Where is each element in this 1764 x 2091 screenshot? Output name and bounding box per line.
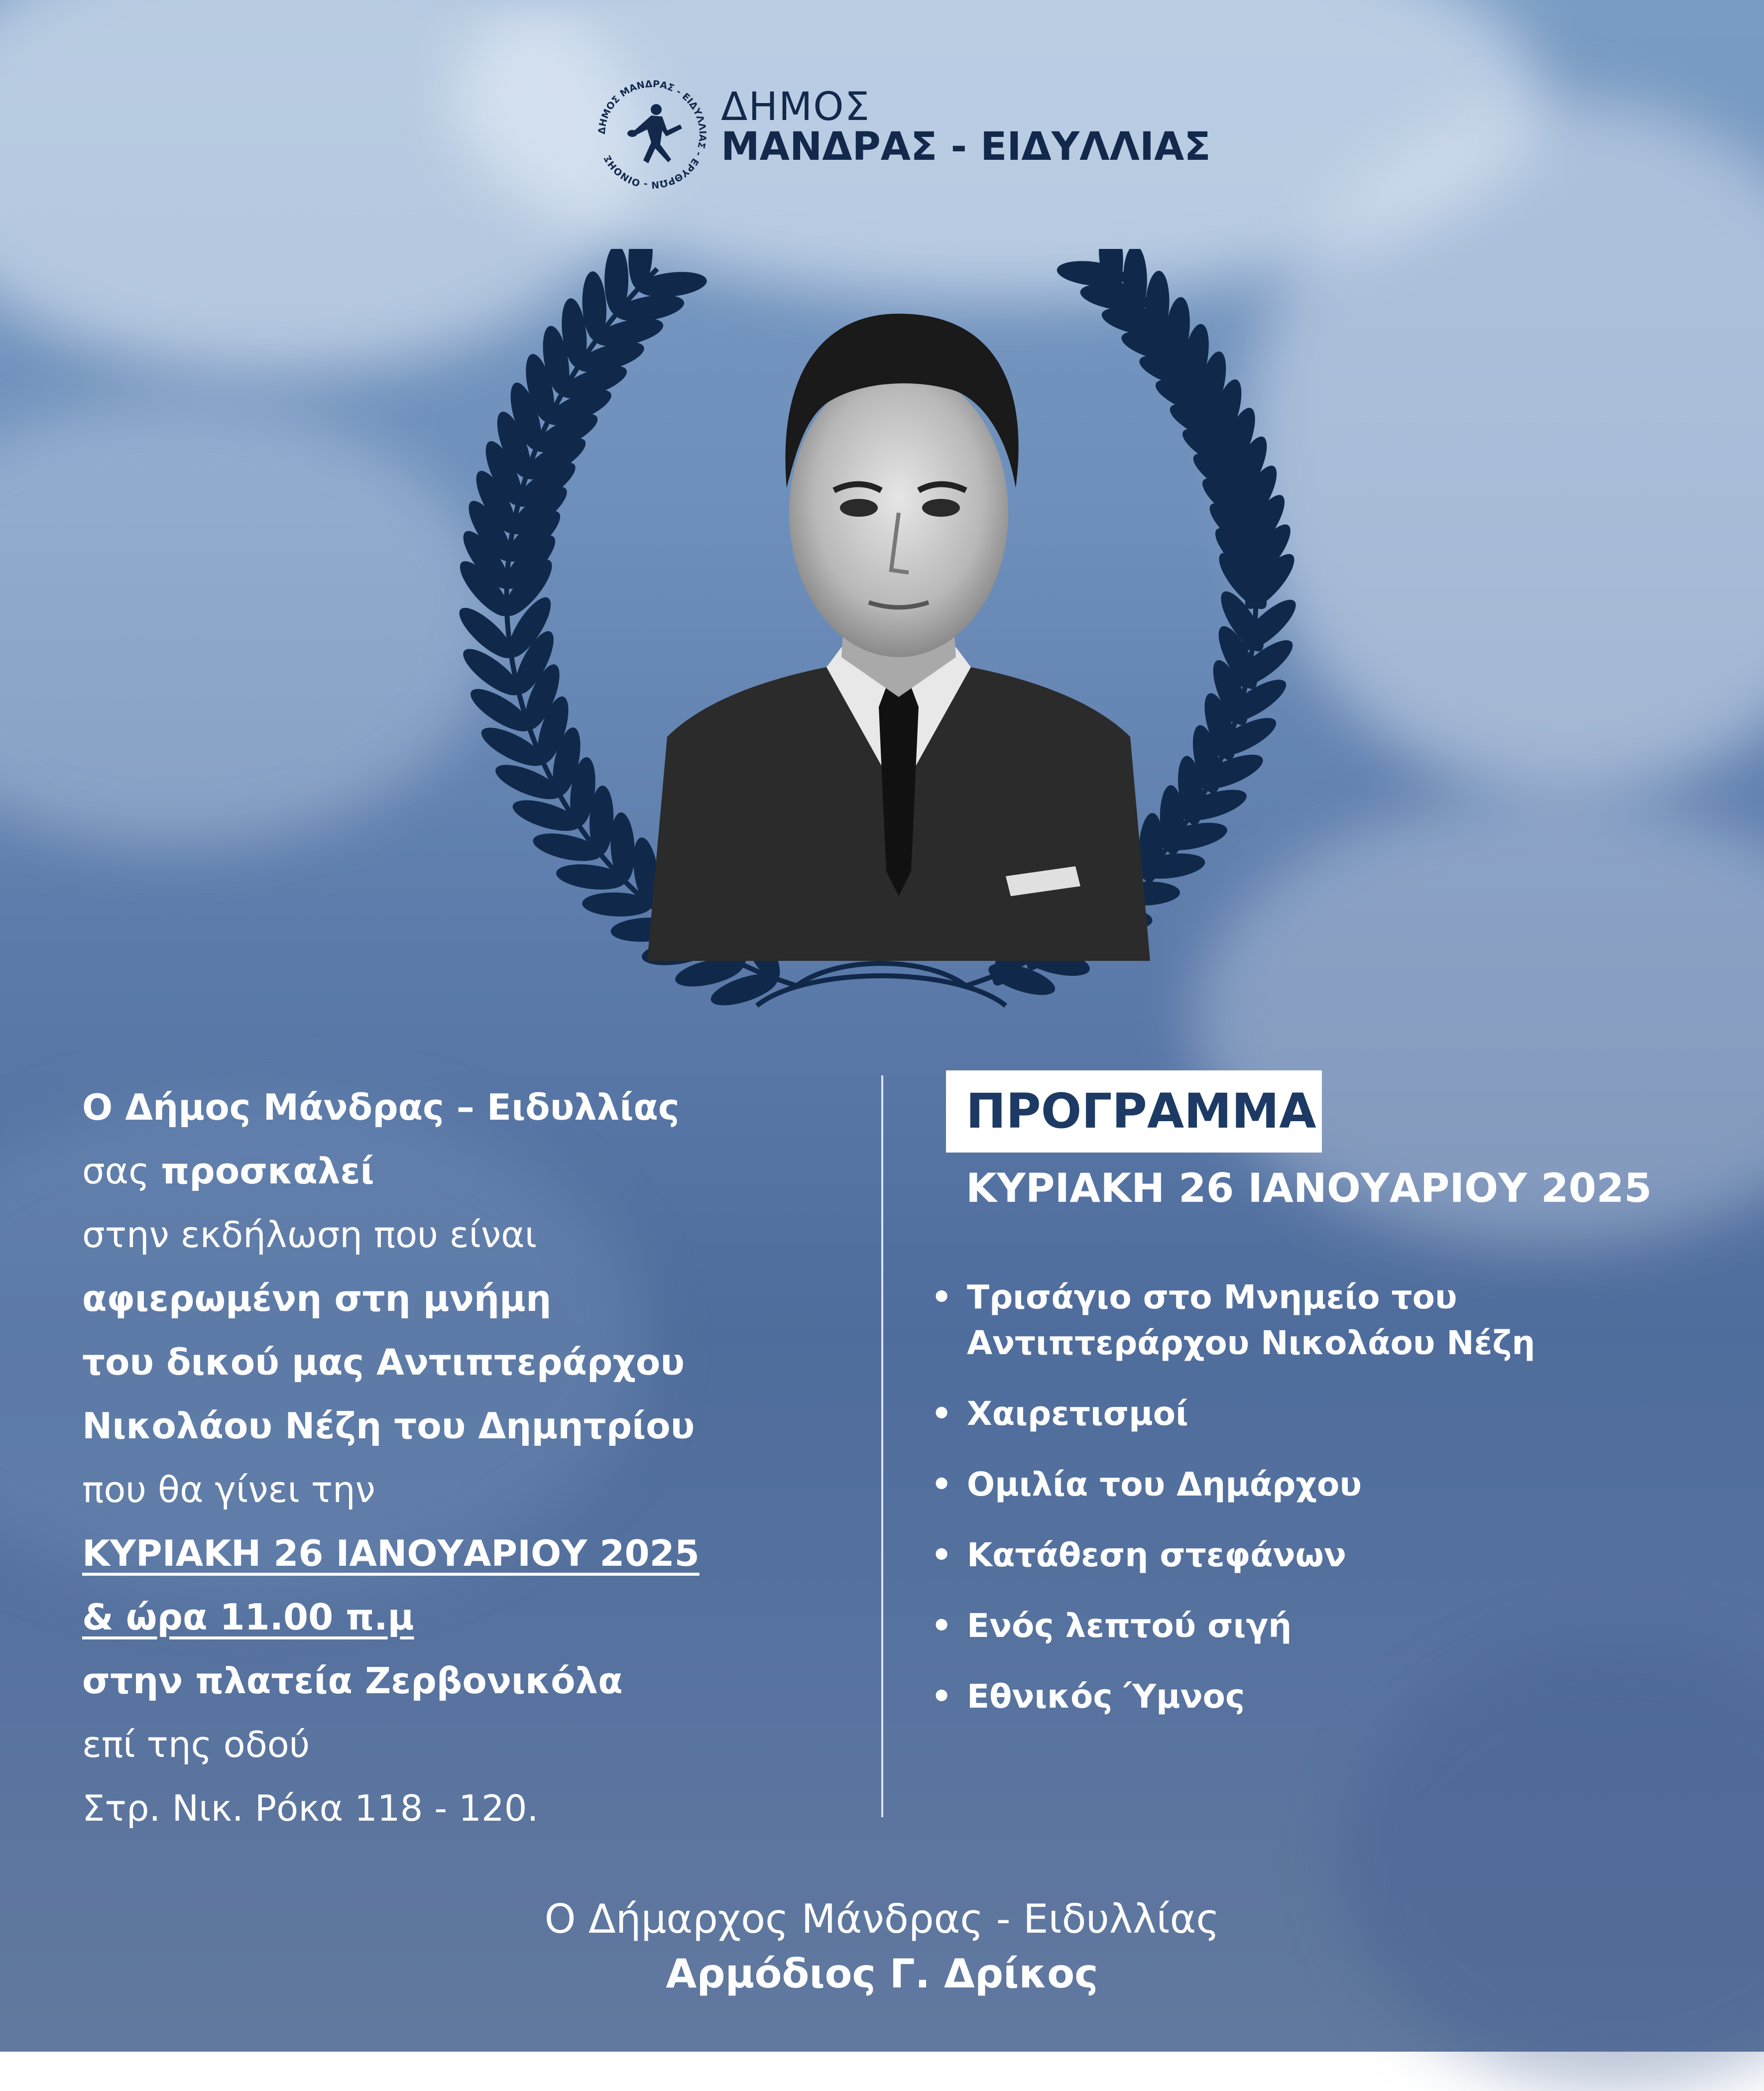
event-address: Στρ. Νικ. Ρόκα 118 - 120. bbox=[82, 1787, 539, 1829]
program-list bbox=[931, 1275, 1728, 1744]
mayor-title: Ο Δήμαρχος Μάνδρας - Ειδυλλίας bbox=[544, 1896, 1220, 1942]
mayor-name: Αρμόδιος Γ. Δρίκος bbox=[666, 1951, 1098, 1997]
program-title-box bbox=[946, 1070, 1322, 1153]
bullet-icon: • bbox=[931, 1278, 952, 1316]
program-item-text: Τρισάγιο στο Μνημείο του bbox=[967, 1278, 1457, 1316]
program-item-text: Χαιρετισμοί bbox=[967, 1394, 1188, 1433]
column-divider bbox=[881, 1075, 883, 1817]
invitation-line: που θα γίνει την bbox=[82, 1469, 375, 1510]
invitation-line: επί της οδού bbox=[82, 1724, 310, 1765]
event-date: ΚΥΡΙΑΚΗ 26 ΙΑΝΟΥΑΡΙΟΥ 2025 bbox=[82, 1532, 700, 1574]
invitation-line: Νικολάου Νέζη του Δημητρίου bbox=[82, 1405, 695, 1447]
bullet-icon: • bbox=[931, 1465, 952, 1504]
bullet-icon: • bbox=[931, 1607, 952, 1645]
program-item-text: Κατάθεση στεφάνων bbox=[967, 1536, 1346, 1574]
invitation-line: στην εκδήλωση που είναι bbox=[82, 1214, 537, 1256]
invitation-fragment: προσκαλεί bbox=[161, 1150, 374, 1192]
program-item bbox=[931, 1674, 1728, 1720]
brand-title-top: ΔΗΜΟΣ bbox=[721, 85, 870, 129]
program-item-text: Αντιπτεράρχου Νικολάου Νέζη bbox=[967, 1324, 1535, 1362]
bullet-icon: • bbox=[931, 1394, 952, 1433]
signature bbox=[0, 1892, 1764, 2001]
memorial-portrait bbox=[647, 299, 1150, 961]
program-item bbox=[931, 1462, 1728, 1508]
invitation-text bbox=[82, 1075, 859, 1840]
program-date: ΚΥΡΙΑΚΗ 26 ΙΑΝΟΥΑΡΙΟΥ 2025 bbox=[966, 1165, 1652, 1211]
cloud bbox=[0, 398, 498, 846]
program-item bbox=[931, 1532, 1728, 1578]
discus-thrower-icon bbox=[627, 104, 682, 163]
invitation-fragment: σας bbox=[82, 1150, 161, 1192]
bullet-icon: • bbox=[931, 1536, 952, 1574]
program-item bbox=[931, 1391, 1728, 1437]
invitation-line: του δικού μας Αντιπτεράρχου bbox=[82, 1341, 685, 1383]
program-item-text: Ενός λεπτού σιγή bbox=[967, 1607, 1292, 1645]
program-item bbox=[931, 1275, 1728, 1366]
seal-text: ΔΗΜΟΣ ΜΑΝΔΡΑΣ - ΕΙΔΥΛΛΙΑΣ - ΕΡΥΘΡΩΝ - ΟΙΝΟΗΣ bbox=[596, 78, 708, 191]
invitation-line: Ο Δήμος Μάνδρας – Ειδυλλίας bbox=[82, 1086, 680, 1128]
program-item bbox=[931, 1603, 1728, 1649]
event-time: & ώρα 11.00 π.μ bbox=[82, 1596, 414, 1638]
program-item-text: Ομιλία του Δημάρχου bbox=[967, 1465, 1362, 1504]
event-venue: στην πλατεία Ζερβονικόλα bbox=[82, 1660, 623, 1702]
invitation-line: αφιερωμένη στη μνήμη bbox=[82, 1278, 552, 1319]
bullet-icon: • bbox=[931, 1677, 952, 1716]
program-item-text: Εθνικός Ύμνος bbox=[967, 1677, 1245, 1716]
invitation-line bbox=[82, 1139, 859, 1203]
brand-title-bottom: ΜΑΝΔΡΑΣ - ΕΙΔΥΛΛΙΑΣ bbox=[721, 124, 1211, 169]
program-title: ΠΡΟΓΡΑΜΜΑ bbox=[966, 1083, 1316, 1139]
municipality-seal bbox=[592, 75, 712, 194]
